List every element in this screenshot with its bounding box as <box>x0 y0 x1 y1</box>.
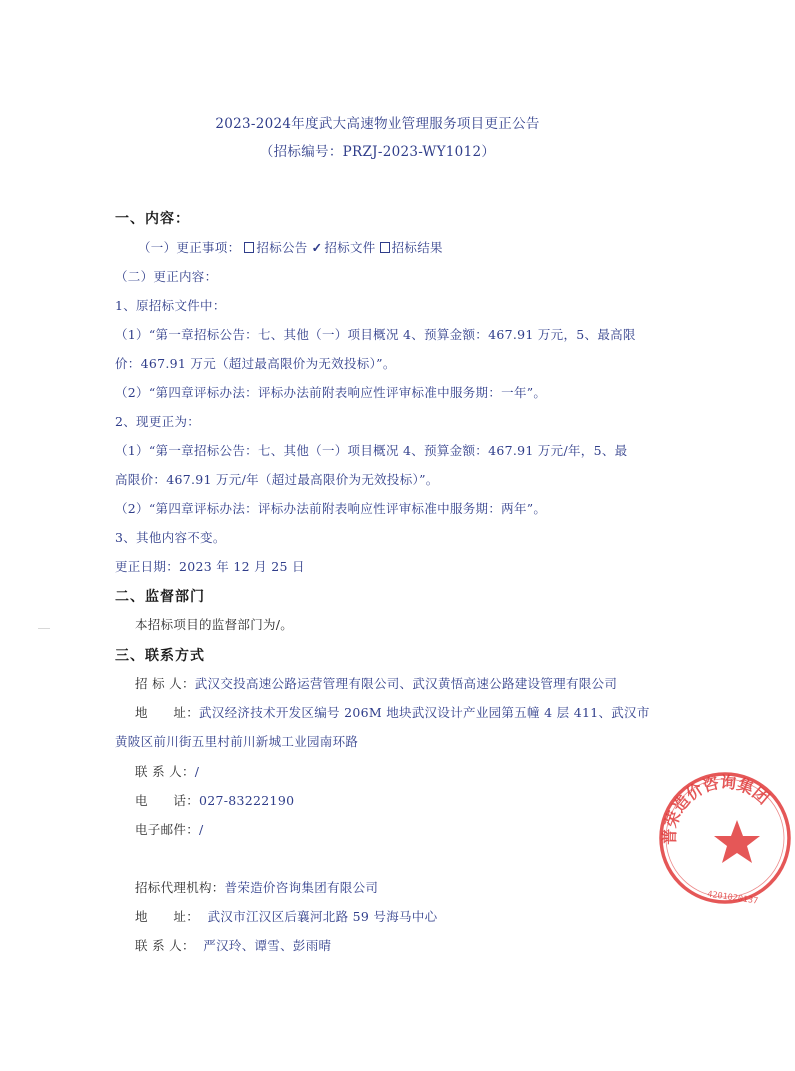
email-row <box>135 820 204 838</box>
tenderer-row <box>135 674 617 692</box>
correction-content-label: （二）更正内容： <box>115 269 218 284</box>
unchecked-box-icon <box>380 242 390 253</box>
option-tender-notice: 招标公告 <box>256 240 308 255</box>
scan-mark <box>38 628 50 629</box>
unchecked-box-icon <box>244 242 254 253</box>
agency-contact-label: 联 系 人： <box>135 938 195 953</box>
corrected-label: 2、现更正为： <box>115 414 201 429</box>
original-document-label: 1、原招标文件中： <box>115 298 226 313</box>
original-item2: （2）“第四章评标办法：评标办法前附表响应性评审标准中服务期：一年”。 <box>115 385 547 400</box>
svg-text:普荣造价咨询集团: 普荣造价咨询集团 <box>659 772 774 845</box>
address-row <box>135 703 650 721</box>
correction-items-line <box>138 238 443 256</box>
agency-address-value: 武汉市江汉区后襄河北路 59 号海马中心 <box>207 909 438 924</box>
other-unchanged: 3、其他内容不变。 <box>115 530 226 545</box>
company-seal <box>655 768 795 908</box>
agency-row <box>135 878 378 896</box>
svg-text:4201020137: 4201020137 <box>706 889 759 907</box>
section-content-heading: 一、内容： <box>115 211 190 227</box>
agency-address-row <box>135 907 437 925</box>
email-label: 电子邮件： <box>135 822 200 837</box>
corrected-item1-line1: （1）“第一章招标公告：七、其他（一）项目概况 4、预算金额：467.91 万元/年，5、最 <box>115 443 628 458</box>
correction-items-label: （一）更正事项： <box>138 240 241 255</box>
agency-contact-row <box>135 936 331 954</box>
agency-label: 招标代理机构： <box>135 880 225 895</box>
tenderer-label: 招 标 人： <box>135 676 195 691</box>
section-supervision-heading: 二、监督部门 <box>115 589 205 605</box>
phone-row <box>135 791 294 809</box>
section-contact-heading: 三、联系方式 <box>115 648 205 664</box>
agency-value: 普荣造价咨询集团有限公司 <box>224 880 379 895</box>
tenderer-value: 武汉交投高速公路运营管理有限公司、武汉黄悟高速公路建设管理有限公司 <box>194 676 618 691</box>
address-label: 地 址： <box>135 705 200 720</box>
contact-value: / <box>194 764 200 779</box>
tender-number: （招标编号：PRZJ-2023-WY1012） <box>259 144 496 160</box>
seal-star-icon <box>714 820 760 863</box>
corrected-item1-line2: 高限价：467.91 万元/年（超过最高限价为无效投标）”。 <box>115 472 439 487</box>
email-value: / <box>199 822 204 837</box>
agency-contact-value: 严汉玲、谭雪、彭雨晴 <box>203 938 332 953</box>
contact-row <box>135 762 199 780</box>
agency-address-label: 地 址： <box>135 909 200 924</box>
checkmark-icon: ✓ <box>311 240 323 255</box>
original-item1-line1: （1）“第一章招标公告：七、其他（一）项目概况 4、预算金额：467.91 万元，5、最高限 <box>115 327 636 342</box>
corrected-item2: （2）“第四章评标办法：评标办法前附表响应性评审标准中服务期：两年”。 <box>115 501 547 516</box>
supervision-text: 本招标项目的监督部门为/。 <box>135 617 294 632</box>
address-value: 武汉经济技术开发区编号 206M 地块武汉设计产业园第五幢 4 层 411、武汉市 <box>199 705 650 720</box>
phone-label: 电 话： <box>135 793 200 808</box>
contact-label: 联 系 人： <box>135 764 195 779</box>
phone-value: 027-83222190 <box>199 793 295 808</box>
document-title: 2023-2024年度武大高速物业管理服务项目更正公告 <box>215 116 540 132</box>
option-tender-document: 招标文件 <box>324 240 376 255</box>
option-tender-result: 招标结果 <box>391 240 443 255</box>
correction-date: 更正日期：2023 年 12 月 25 日 <box>115 559 305 574</box>
original-item1-line2: 价：467.91 万元（超过最高限价为无效投标）”。 <box>115 356 396 371</box>
address-value-continued: 黄陂区前川街五里村前川新城工业园南环路 <box>115 734 359 749</box>
